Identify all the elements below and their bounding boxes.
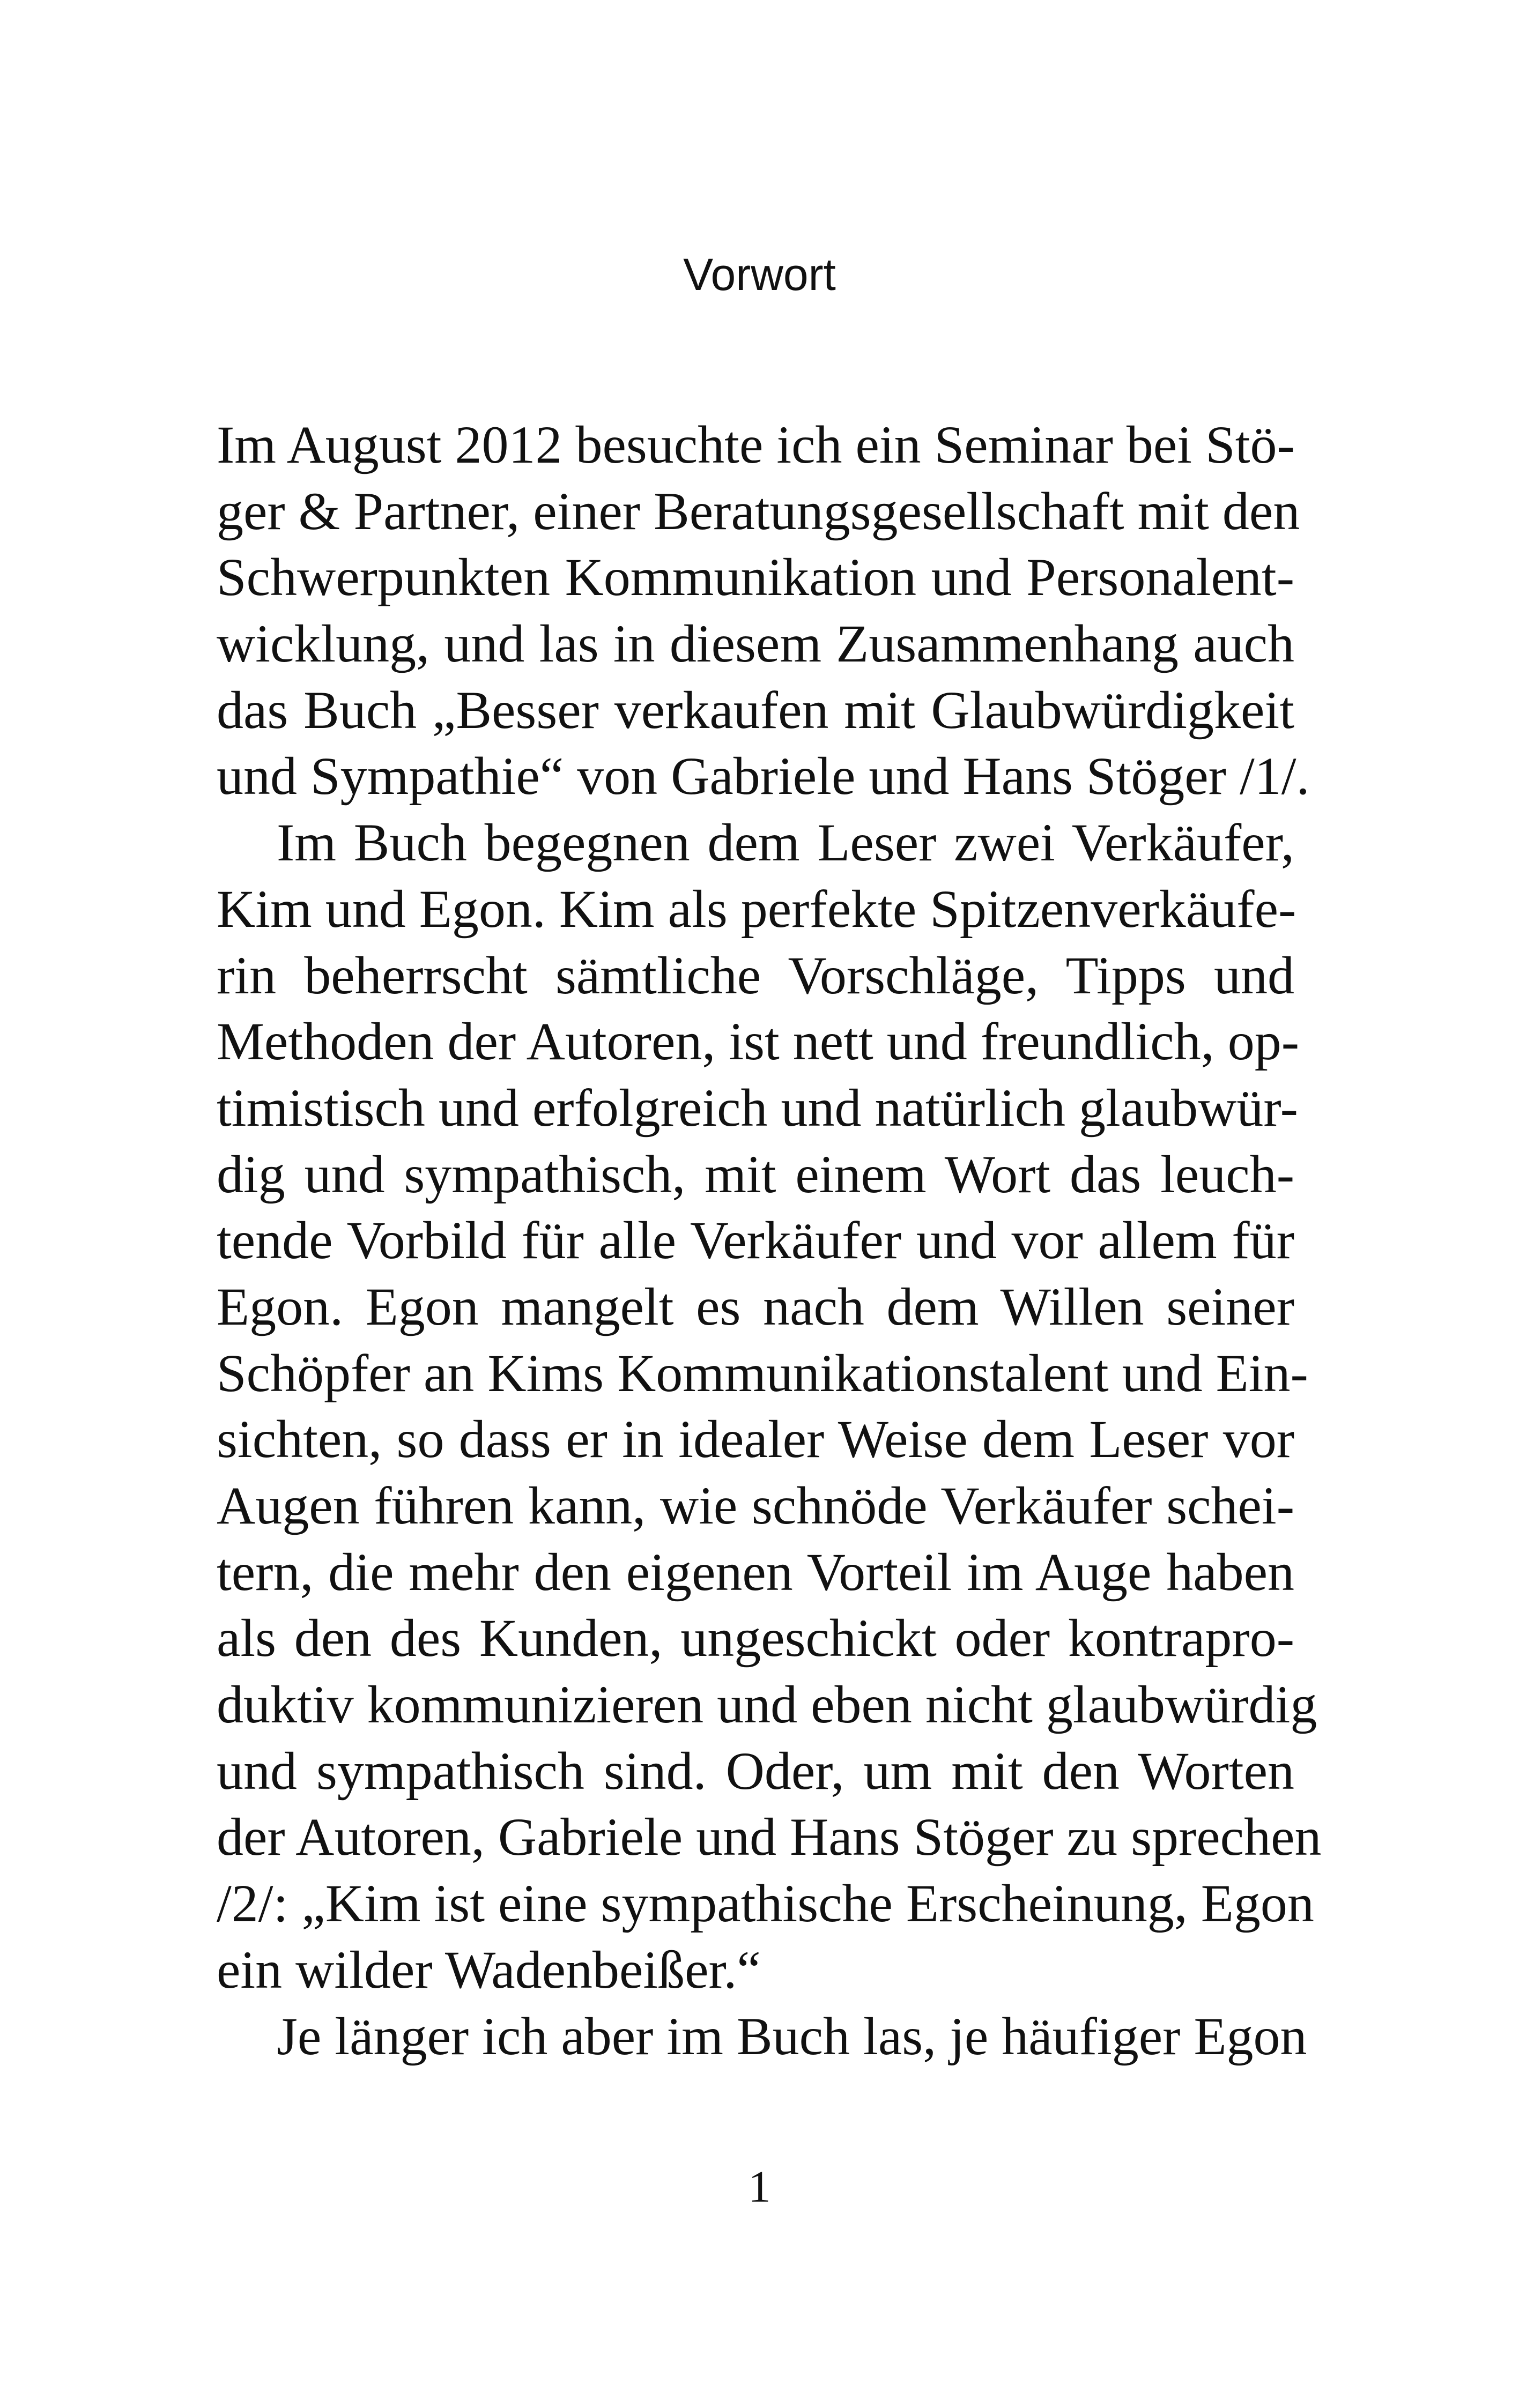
text-line: das Buch „Besser verkaufen mit Glaubwürdigkeit (217, 680, 1294, 740)
text-line: Augen führen kann, wie schnöde Verkäufer schei- (217, 1476, 1294, 1535)
text-line: dig und sympathisch, mit einem Wort das leuch- (217, 1144, 1294, 1204)
text-line: Egon. Egon mangelt es nach dem Willen seiner (217, 1276, 1294, 1336)
text-line: Im Buch begegnen dem Leser zwei Verkäufer, (277, 813, 1294, 873)
text-line: rin beherrscht sämtliche Vorschläge, Tipps und (217, 945, 1294, 1005)
text-line: /2/: „Kim ist eine sympathische Erscheinung, Egon (217, 1874, 1314, 1934)
text-line: tende Vorbild für alle Verkäufer und vor allem für (217, 1210, 1294, 1270)
text-line: Schöpfer an Kims Kommunikationstalent und Ein- (217, 1343, 1308, 1403)
text-line: Schwerpunkten Kommunikation und Personalent- (217, 547, 1294, 607)
text-line: wicklung, und las in diesem Zusammenhang auch (217, 614, 1294, 674)
text-line: duktiv kommunizieren und eben nicht glaubwürdig (217, 1675, 1317, 1735)
chapter-heading: Vorwort (683, 249, 836, 300)
text-line: Im August 2012 besuchte ich ein Seminar bei Stö- (217, 415, 1295, 474)
text-line: timistisch und erfolgreich und natürlich glaubwür- (217, 1077, 1298, 1138)
text-line: Je länger ich aber im Buch las, je häufiger Egon (277, 2006, 1307, 2066)
text-line: Kim und Egon. Kim als perfekte Spitzenverkäufe- (217, 879, 1296, 939)
text-line: und sympathisch sind. Oder, um mit den Worten (217, 1741, 1294, 1801)
text-line: Methoden der Autoren, ist nett und freundlich, op- (217, 1012, 1299, 1072)
text-line: sichten, so dass er in idealer Weise dem Leser vor (217, 1409, 1294, 1469)
text-line: und Sympathie“ von Gabriele und Hans Stöger /1/. (217, 746, 1310, 806)
text-line: tern, die mehr den eigenen Vorteil im Auge haben (217, 1542, 1294, 1602)
text-line: ger & Partner, einer Beratungsgesellschaft mit den (217, 481, 1300, 541)
body-text (217, 412, 1322, 2069)
text-line: als den des Kunden, ungeschickt oder kontrapro- (217, 1608, 1294, 1668)
text-line: der Autoren, Gabriele und Hans Stöger zu sprechen (217, 1807, 1322, 1867)
page-number: 1 (748, 2162, 771, 2212)
text-line: ein wilder Wadenbeißer.“ (217, 1939, 761, 2000)
